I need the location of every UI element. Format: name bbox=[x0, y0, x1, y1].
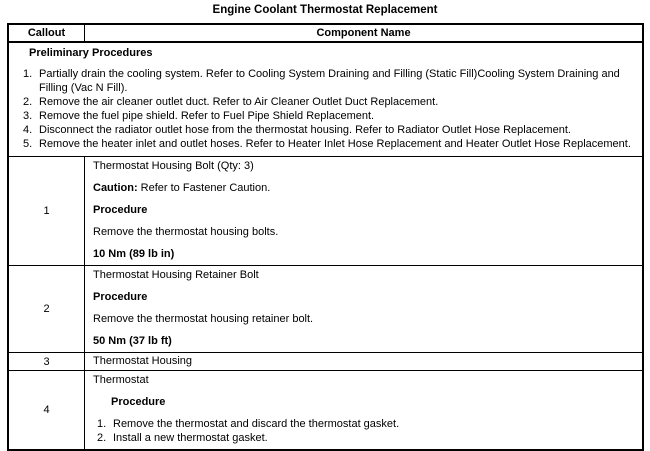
preliminary-procedures-row bbox=[9, 42, 642, 156]
component-details bbox=[85, 157, 642, 265]
caution-text: Refer to Fastener Caution. bbox=[137, 182, 271, 194]
preliminary-steps-list bbox=[9, 67, 634, 151]
caution-label: Caution: bbox=[93, 182, 138, 194]
component-details bbox=[85, 371, 642, 449]
step-number: 5. bbox=[23, 138, 33, 150]
component-row-1 bbox=[9, 156, 642, 265]
component-row-2 bbox=[9, 265, 642, 352]
preliminary-step bbox=[9, 67, 634, 95]
step-number: 1. bbox=[97, 418, 107, 430]
component-details bbox=[85, 266, 642, 352]
step-text: Remove the air cleaner outlet duct. Refer to Air Cleaner Outlet Duct Replacement. bbox=[39, 96, 439, 108]
component-name: Thermostat Housing bbox=[93, 355, 193, 367]
procedure-step bbox=[93, 431, 634, 445]
step-text: Disconnect the radiator outlet hose from the thermostat housing. Refer to Radiator Outlet Hose Replacement. bbox=[39, 124, 571, 136]
step-number: 1. bbox=[23, 68, 33, 80]
component-details bbox=[85, 353, 642, 370]
preliminary-step bbox=[9, 109, 634, 123]
component-name: Thermostat Housing Bolt (Qty: 3) bbox=[93, 160, 254, 172]
procedure-label: Procedure bbox=[93, 204, 148, 216]
component-name: Thermostat Housing Retainer Bolt bbox=[93, 269, 259, 281]
header-component-name: Component Name bbox=[316, 27, 411, 39]
step-text: Remove the heater inlet and outlet hoses. Refer to Heater Inlet Hose Replacement and Heater Outlet Hose Replacement. bbox=[39, 138, 631, 150]
component-name: Thermostat bbox=[93, 374, 149, 386]
component-row-4 bbox=[9, 370, 642, 449]
step-number: 2. bbox=[97, 432, 107, 444]
callout-number: 3 bbox=[9, 353, 85, 370]
step-text: Partially drain the cooling system. Refer to Cooling System Draining and Filling (Static Fill)Cooling System Draining and Filling (Vac N Fill). bbox=[39, 68, 620, 94]
step-number: 2. bbox=[23, 96, 33, 108]
procedure-label: Procedure bbox=[93, 291, 148, 303]
preliminary-step bbox=[9, 123, 634, 137]
step-text: Remove the fuel pipe shield. Refer to Fuel Pipe Shield Replacement. bbox=[39, 110, 375, 122]
procedure-label: Procedure bbox=[111, 396, 166, 408]
step-number: 4. bbox=[23, 124, 33, 136]
preliminary-step bbox=[9, 95, 634, 109]
table-header-row bbox=[9, 25, 642, 42]
procedure-step bbox=[93, 417, 634, 431]
caution-note bbox=[93, 181, 634, 195]
document-title: Engine Coolant Thermostat Replacement bbox=[212, 4, 438, 16]
step-number: 3. bbox=[23, 110, 33, 122]
preliminary-step bbox=[9, 137, 634, 151]
step-text: Install a new thermostat gasket. bbox=[113, 432, 268, 444]
header-callout: Callout bbox=[9, 25, 85, 41]
procedure-step: Remove the thermostat housing bolts. bbox=[93, 226, 279, 238]
component-row-3 bbox=[9, 352, 642, 370]
callout-number: 4 bbox=[9, 371, 85, 449]
procedure-step: Remove the thermostat housing retainer bolt. bbox=[93, 313, 314, 325]
callout-number: 2 bbox=[9, 266, 85, 352]
procedure-steps-list bbox=[93, 417, 634, 445]
step-text: Remove the thermostat and discard the thermostat gasket. bbox=[113, 418, 400, 430]
callout-number: 1 bbox=[9, 157, 85, 265]
torque-spec: 50 Nm (37 lb ft) bbox=[93, 335, 172, 347]
preliminary-heading: Preliminary Procedures bbox=[29, 47, 153, 59]
component-table bbox=[7, 23, 644, 451]
torque-spec: 10 Nm (89 lb in) bbox=[93, 248, 175, 260]
